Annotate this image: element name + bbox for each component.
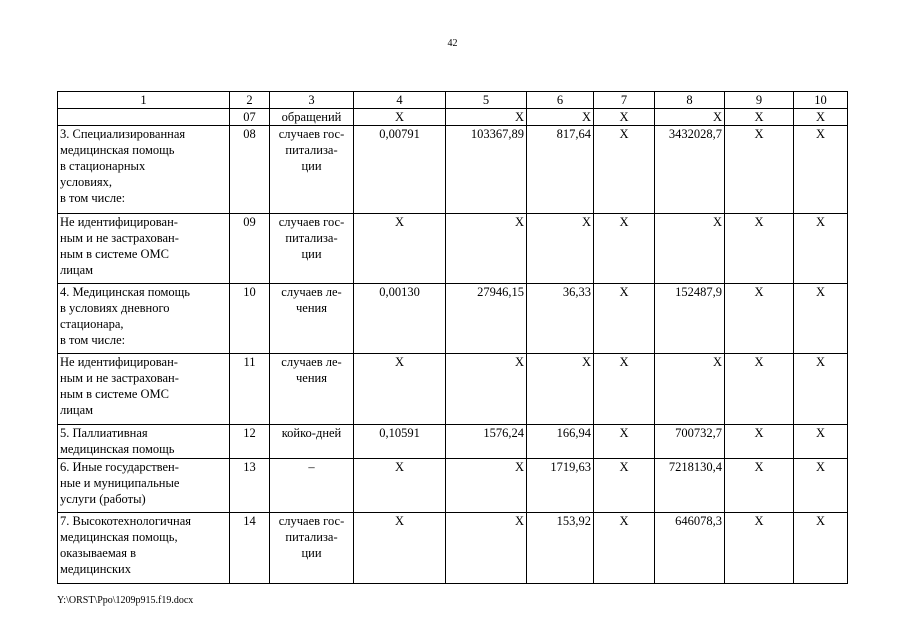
row-code-cell: 13 [230,459,270,513]
table-row [58,126,848,214]
value-cell-col5: Х [446,459,527,513]
row-code-cell: 07 [230,109,270,126]
value-cell-col5: Х [446,513,527,584]
value-cell-col7: Х [594,459,655,513]
value-cell-col5: 27946,15 [446,284,527,354]
value-cell-col6: 166,94 [527,425,594,459]
value-cell-col10: Х [794,109,848,126]
row-code-cell: 09 [230,214,270,284]
row-label-cell-line: 3. Специализированная [60,127,186,141]
value-cell-col4: Х [354,354,446,425]
row-label-cell [58,284,230,354]
value-cell-col9: Х [725,109,794,126]
table-row [58,109,848,126]
table-row [58,214,848,284]
row-unit-cell [270,284,354,354]
row-code-cell: 10 [230,284,270,354]
row-label-cell-line: в том числе: [60,333,126,347]
value-cell-col6: Х [527,214,594,284]
value-cell-col8: 152487,9 [655,284,725,354]
row-label-cell-line: медицинских [60,562,131,576]
row-unit-cell-line: случаев ле- [281,285,342,299]
value-cell-col6: 153,92 [527,513,594,584]
row-label-cell-line: в условиях дневного [60,301,170,315]
row-label-cell-line: в том числе: [60,191,126,205]
value-cell-col7: Х [594,513,655,584]
row-label-cell [58,214,230,284]
table-row [58,284,848,354]
value-cell-col8: Х [655,354,725,425]
value-cell-col10: Х [794,284,848,354]
value-cell-col10: Х [794,425,848,459]
value-cell-col8: Х [655,214,725,284]
value-cell-col6: 1719,63 [527,459,594,513]
row-unit-cell-line: случаев гос- [278,215,345,229]
row-label-cell-line: ным в системе ОМС [60,387,170,401]
value-cell-col7: Х [594,214,655,284]
row-unit-cell [270,459,354,513]
row-label-cell [58,513,230,584]
value-cell-col5: 103367,89 [446,126,527,214]
row-code-cell: 12 [230,425,270,459]
row-label-cell-line: ные и муниципальные [60,476,180,490]
value-cell-col9: Х [725,354,794,425]
value-cell-col7: Х [594,425,655,459]
header-row [58,92,848,109]
header-cell-10: 10 [794,92,848,109]
table-row [58,354,848,425]
row-unit-cell [270,425,354,459]
value-cell-col6: Х [527,109,594,126]
header-cell-7: 7 [594,92,655,109]
value-cell-col9: Х [725,425,794,459]
row-label-cell-line: лицам [60,263,94,277]
value-cell-col9: Х [725,284,794,354]
value-cell-col9: Х [725,214,794,284]
value-cell-col4: Х [354,214,446,284]
value-cell-col10: Х [794,214,848,284]
value-cell-col9: Х [725,459,794,513]
value-cell-col6: 36,33 [527,284,594,354]
row-label-cell-line: 4. Медицинская помощь [60,285,190,299]
header-cell-9: 9 [725,92,794,109]
row-label-cell-line: услуги (работы) [60,492,146,506]
row-label-cell-line: Не идентифицирован- [60,355,178,369]
row-unit-cell-line: случаев ле- [281,355,342,369]
data-table [57,91,848,584]
value-cell-col5: Х [446,214,527,284]
row-label-cell [58,126,230,214]
value-cell-col7: Х [594,354,655,425]
value-cell-col4: Х [354,109,446,126]
table-row [58,459,848,513]
row-label-cell [58,425,230,459]
value-cell-col7: Х [594,109,655,126]
row-label-cell-line: оказываемая в [60,546,137,560]
row-unit-cell-line: ции [301,159,322,173]
value-cell-col9: Х [725,126,794,214]
row-label-cell-line: 6. Иные государствен- [60,460,179,474]
header-cell-2: 2 [230,92,270,109]
row-unit-cell-line: – [308,460,315,474]
header-cell-8: 8 [655,92,725,109]
value-cell-col7: Х [594,284,655,354]
file-path-footer: Y:\ORST\Ppo\1209p915.f19.docx [57,595,194,606]
row-unit-cell [270,214,354,284]
table-row [58,513,848,584]
row-unit-cell-line: обращений [281,110,342,124]
value-cell-col10: Х [794,513,848,584]
value-cell-col8: 3432028,7 [655,126,725,214]
row-label-cell-line: медицинская помощь [60,143,175,157]
table-row [58,425,848,459]
row-unit-cell-line: чения [296,371,327,385]
header-cell-4: 4 [354,92,446,109]
value-cell-col5: 1576,24 [446,425,527,459]
value-cell-col4: 0,10591 [354,425,446,459]
value-cell-col8: 7218130,4 [655,459,725,513]
value-cell-col10: Х [794,354,848,425]
row-label-cell [58,109,230,126]
header-cell-5: 5 [446,92,527,109]
row-code-cell: 08 [230,126,270,214]
row-label-cell-line: условиях, [60,175,113,189]
row-unit-cell-line: случаев гос- [278,514,345,528]
page-number: 42 [447,38,458,49]
row-label-cell-line: ным и не застрахован- [60,371,179,385]
row-label-cell-line: стационара, [60,317,124,331]
row-label-cell-line: медицинская помощь [60,442,175,456]
value-cell-col4: 0,00791 [354,126,446,214]
row-unit-cell-line: ции [301,546,322,560]
row-label-cell-line: в стационарных [60,159,146,173]
row-label-cell-line: медицинская помощь, [60,530,178,544]
row-label-cell-line: 5. Паллиативная [60,426,148,440]
value-cell-col6: Х [527,354,594,425]
row-label-cell-line: ным и не застрахован- [60,231,179,245]
row-label-cell [58,354,230,425]
value-cell-col8: 700732,7 [655,425,725,459]
row-label-cell [58,459,230,513]
value-cell-col4: Х [354,459,446,513]
row-unit-cell-line: питализа- [285,231,338,245]
value-cell-col6: 817,64 [527,126,594,214]
value-cell-col10: Х [794,126,848,214]
value-cell-col9: Х [725,513,794,584]
row-unit-cell [270,513,354,584]
row-unit-cell [270,109,354,126]
row-unit-cell [270,126,354,214]
value-cell-col8: 646078,3 [655,513,725,584]
value-cell-col5: Х [446,354,527,425]
row-label-cell-line: 7. Высокотехнологичная [60,514,192,528]
header-cell-3: 3 [270,92,354,109]
row-unit-cell-line: ции [301,247,322,261]
value-cell-col8: Х [655,109,725,126]
header-cell-1: 1 [58,92,230,109]
row-label-cell-line: Не идентифицирован- [60,215,178,229]
row-unit-cell-line: чения [296,301,327,315]
row-label-cell-line: ным в системе ОМС [60,247,170,261]
row-label-cell-line: лицам [60,403,94,417]
row-unit-cell-line: случаев гос- [278,127,345,141]
value-cell-col10: Х [794,459,848,513]
row-unit-cell-line: койко-дней [281,426,342,440]
value-cell-col7: Х [594,126,655,214]
value-cell-col4: 0,00130 [354,284,446,354]
row-unit-cell-line: питализа- [285,143,338,157]
row-code-cell: 11 [230,354,270,425]
row-unit-cell [270,354,354,425]
value-cell-col5: Х [446,109,527,126]
row-unit-cell-line: питализа- [285,530,338,544]
value-cell-col4: Х [354,513,446,584]
row-code-cell: 14 [230,513,270,584]
header-cell-6: 6 [527,92,594,109]
